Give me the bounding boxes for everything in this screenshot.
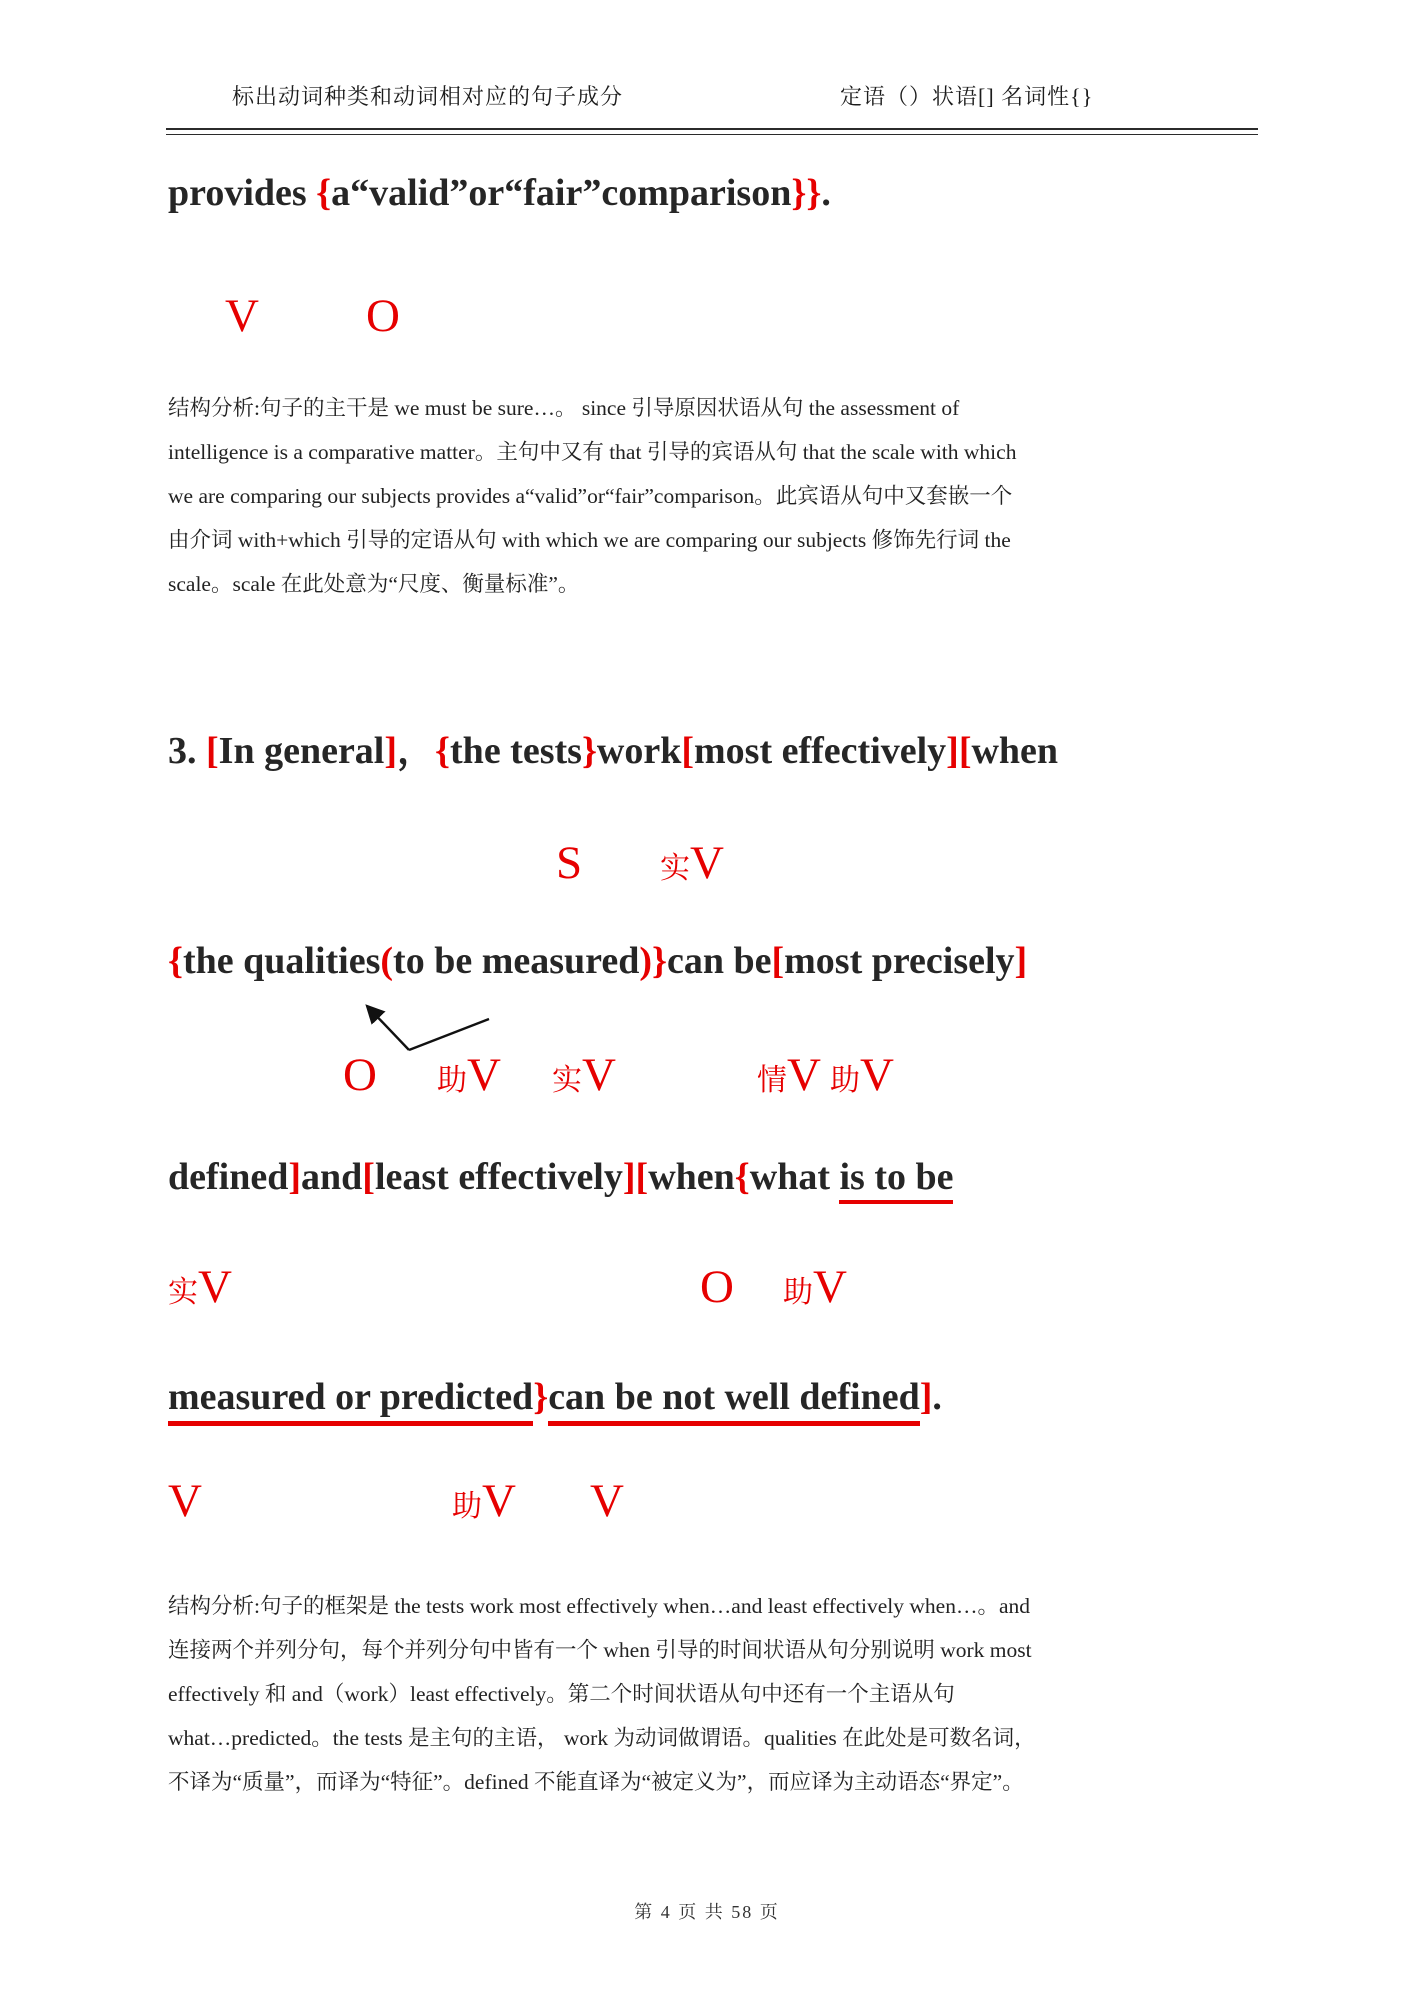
text-segment: [: [206, 730, 219, 772]
text-segment: (: [380, 940, 394, 982]
annotation-row-2: [0, 837, 1414, 900]
annotation-zh: 实: [552, 1064, 582, 1097]
header-rule: [166, 128, 1258, 135]
text-segment: can be not well defined: [548, 1376, 920, 1426]
text-segment: is to be: [839, 1156, 953, 1204]
annotation-zh: 情: [757, 1064, 787, 1097]
sentence-3-line-2: [168, 938, 1027, 986]
analysis-paragraph-2: [168, 1584, 1264, 1804]
text-segment: ]: [384, 730, 398, 772]
annotation-zhu-v: [452, 1475, 516, 1527]
annotation-shi-v: [660, 837, 724, 889]
text-segment: {: [316, 172, 332, 214]
text-segment: least effectively: [374, 1156, 623, 1198]
annotation-row-5: [0, 1475, 1414, 1538]
annotation-en: O: [343, 1049, 377, 1101]
annotation-zh: 实: [660, 852, 690, 885]
text-segment: when: [971, 730, 1059, 772]
annotation-en: O: [366, 290, 400, 342]
text-segment: 3.: [168, 730, 206, 772]
text-segment: {: [168, 940, 183, 982]
annotation-en: V: [467, 1049, 501, 1101]
annotation-zhu-v: [830, 1049, 894, 1101]
text-segment: most precisely: [784, 940, 1015, 982]
sentence-3-line-1: [168, 728, 1058, 776]
annotation-row-3: [0, 1049, 1414, 1112]
text-line: 连接两个并列分句，每个并列分句中皆有一个 when 引导的时间状语从句分别说明 work most: [168, 1638, 1032, 1662]
annotation-en: O: [700, 1261, 734, 1313]
text-line: 结构分析:句子的主干是 we must be sure…。 since 引导原因状语从句 the assessment of: [168, 396, 960, 420]
text-segment: In general: [218, 730, 385, 772]
text-segment: {: [734, 1156, 750, 1198]
annotation-en: V: [860, 1049, 894, 1101]
page-number: 第 4 页 共 58 页: [634, 1902, 780, 1922]
text-line: effectively 和 and（work）least effectively。第二个时间状语从句中还有一个主语从句: [168, 1682, 955, 1706]
text-segment: can be: [666, 940, 772, 982]
text-segment: ]: [1014, 940, 1028, 982]
text-segment: [: [362, 1156, 375, 1198]
annotation-en: V: [582, 1049, 616, 1101]
text-segment: a“valid”or“fair”comparison: [331, 172, 792, 214]
annotation-en: V: [787, 1049, 821, 1101]
text-line: 不译为“质量”，而译为“特征”。defined 不能直译为“被定义为”，而应译为主动语态“界定”。: [168, 1770, 1024, 1794]
annotation-v: [590, 1475, 624, 1527]
text-segment: ]: [288, 1156, 302, 1198]
annotation-v: [225, 290, 259, 342]
sentence-3-line-4: [168, 1374, 942, 1422]
text-segment: }: [581, 730, 597, 772]
annotation-v: [168, 1475, 202, 1527]
annotation-en: V: [225, 290, 259, 342]
annotation-en: V: [198, 1261, 232, 1313]
text-segment: defined: [168, 1156, 289, 1198]
annotation-zh: 助: [437, 1064, 467, 1097]
annotation-qing-v: [757, 1049, 821, 1101]
annotation-zhu-v: [437, 1049, 501, 1101]
text-line: scale。scale 在此处意为“尺度、衡量标准”。: [168, 572, 580, 596]
annotation-en: S: [556, 837, 583, 889]
annotation-en: V: [168, 1475, 202, 1527]
annotation-zhu-v: [783, 1261, 847, 1313]
text-segment: ][: [622, 1156, 649, 1198]
text-segment: ][: [946, 730, 972, 772]
annotation-en: V: [590, 1475, 624, 1527]
annotation-s: [556, 837, 583, 889]
text-segment: when: [648, 1156, 735, 1198]
annotation-zh: 助: [830, 1064, 860, 1097]
text-segment: .: [821, 172, 831, 214]
text-segment: )}: [639, 940, 667, 982]
text-segment: the qualities: [182, 940, 381, 982]
text-line: intelligence is a comparative matter。主句中又有 that 引导的宾语从句 that the scale with which: [168, 440, 1017, 464]
text-segment: ，: [397, 730, 436, 772]
text-segment: and: [301, 1156, 363, 1198]
annotation-shi-v: [552, 1049, 616, 1101]
text-segment: }}: [791, 172, 822, 214]
annotation-zh: 助: [452, 1490, 482, 1523]
analysis-paragraph-1: [168, 386, 1264, 606]
annotation-zh: 助: [783, 1276, 813, 1309]
text-segment: to be measured: [393, 940, 640, 982]
header-right-legend: 定语（）状语[] 名词性{}: [840, 84, 1094, 109]
annotation-zh: 实: [168, 1276, 198, 1309]
annotation-o: [343, 1049, 377, 1101]
text-segment: most effectively: [694, 730, 947, 772]
annotation-en: V: [813, 1261, 847, 1313]
annotation-o: [366, 290, 400, 342]
annotation-row-1: [0, 290, 1414, 353]
annotation-row-4: [0, 1261, 1414, 1324]
text-line: 由介词 with+which 引导的定语从句 with which we are comparing our subjects 修饰先行词 the: [168, 528, 1011, 552]
sentence-3-line-3: [168, 1154, 953, 1202]
text-segment: provides: [168, 172, 317, 214]
text-segment: }: [533, 1376, 549, 1418]
text-segment: [: [771, 940, 785, 982]
annotation-shi-v: [168, 1261, 232, 1313]
annotation-en: V: [690, 837, 724, 889]
text-segment: .: [932, 1376, 942, 1418]
annotation-o: [700, 1261, 734, 1313]
text-line: 结构分析:句子的框架是 the tests work most effectively when…and least effectively when…。and: [168, 1594, 1031, 1618]
text-line: what…predicted。the tests 是主句的主语， work 为动词做谓语。qualities 在此处是可数名词，: [168, 1726, 1036, 1750]
text-line: we are comparing our subjects provides a“valid”or“fair”comparison。此宾语从句中又套嵌一个: [168, 484, 1013, 508]
text-segment: {: [435, 730, 451, 772]
text-segment: measured or predicted: [168, 1376, 533, 1426]
text-segment: the tests: [450, 730, 582, 772]
text-segment: ]: [919, 1376, 933, 1418]
header-left-title: 标出动词种类和动词相对应的句子成分: [232, 84, 624, 109]
text-segment: work: [596, 730, 682, 772]
text-segment: what: [749, 1156, 840, 1198]
text-segment: [: [681, 730, 695, 772]
annotation-en: V: [482, 1475, 516, 1527]
sentence-provides: [168, 170, 831, 218]
